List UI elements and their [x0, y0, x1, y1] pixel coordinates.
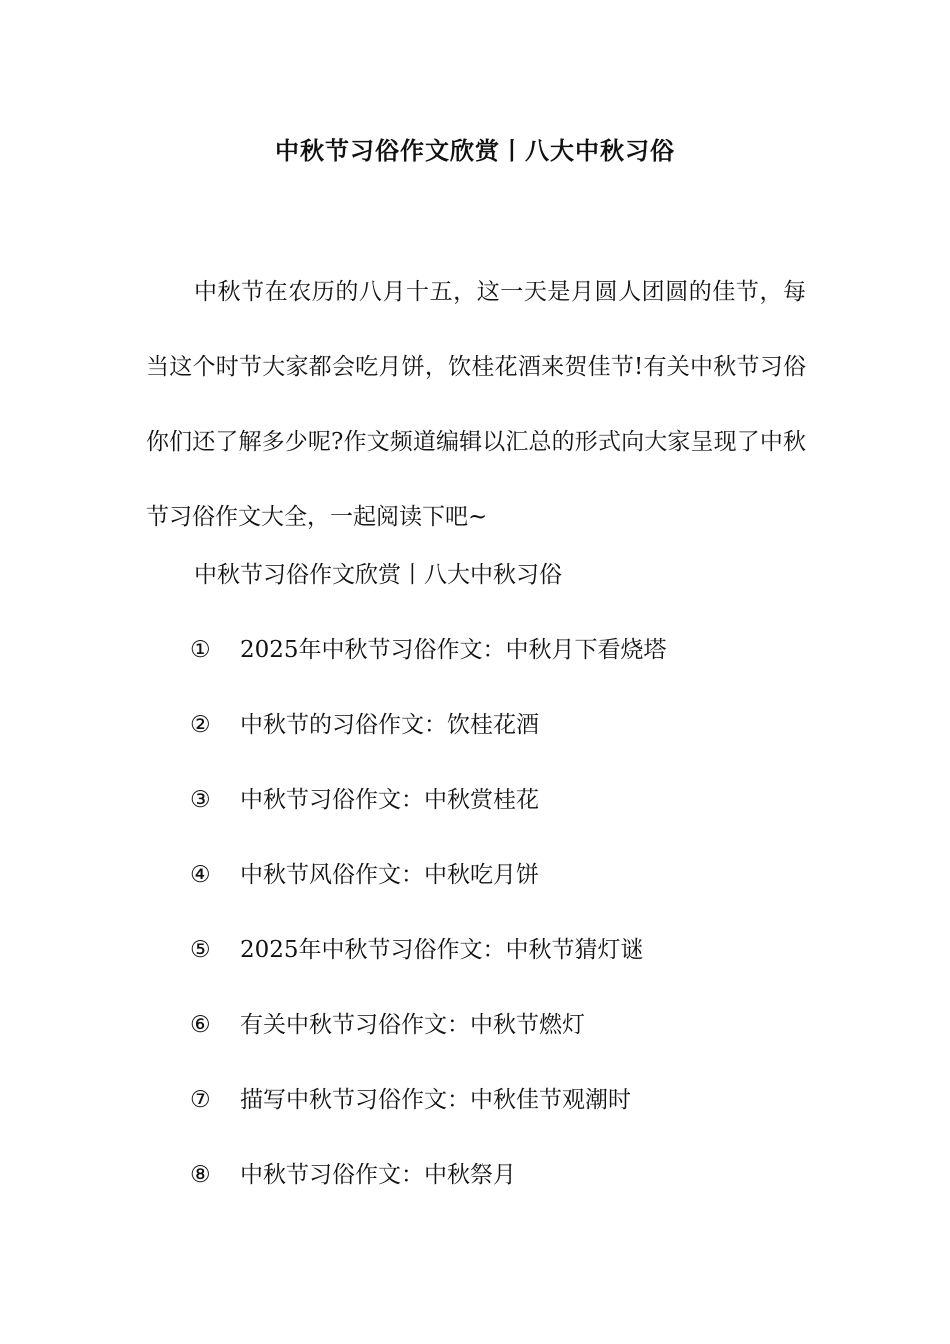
list-marker: ⑧ [190, 1162, 211, 1188]
list-item [190, 930, 667, 1005]
list-item [190, 855, 667, 930]
list-marker: ④ [190, 862, 211, 888]
list-item-text: 2025年中秋节习俗作文：中秋节猜灯谜 [240, 937, 644, 963]
list-item-text: 中秋节的习俗作文：饮桂花酒 [240, 712, 539, 738]
list-item [190, 705, 667, 780]
intro-paragraph: 中秋节在农历的八月十五，这一天是月圆人团圆的佳节，每当这个时节大家都会吃月饼，饮桂花酒来贺佳节!有关中秋节习俗你们还了解多少呢?作文频道编辑以汇总的形式向大家呈现了中秋节习俗作文大全，一起阅读下吧~ [146, 279, 806, 530]
list-item-text: 有关中秋节习俗作文：中秋节燃灯 [240, 1012, 585, 1038]
list-marker: ① [190, 637, 211, 663]
list-item-text: 中秋节习俗作文：中秋赏桂花 [240, 787, 539, 813]
list-marker: ⑦ [190, 1087, 211, 1113]
list-marker: ⑥ [190, 1012, 211, 1038]
list-item-text: 中秋节风俗作文：中秋吃月饼 [240, 862, 539, 888]
list-item [190, 1005, 667, 1080]
custom-list [190, 630, 667, 1230]
list-item-text: 2025年中秋节习俗作文：中秋月下看烧塔 [240, 637, 667, 663]
list-marker: ③ [190, 787, 211, 813]
list-item [190, 630, 667, 705]
section-subheading: 中秋节习俗作文欣赏丨八大中秋习俗 [194, 562, 562, 588]
list-item [190, 1080, 667, 1155]
list-item [190, 1155, 667, 1230]
list-marker: ② [190, 712, 211, 738]
list-marker: ⑤ [190, 937, 211, 963]
list-item-text: 中秋节习俗作文：中秋祭月 [240, 1162, 516, 1188]
document-title: 中秋节习俗作文欣赏丨八大中秋习俗 [275, 136, 675, 165]
list-item [190, 780, 667, 855]
list-item-text: 描写中秋节习俗作文：中秋佳节观潮时 [240, 1087, 631, 1113]
